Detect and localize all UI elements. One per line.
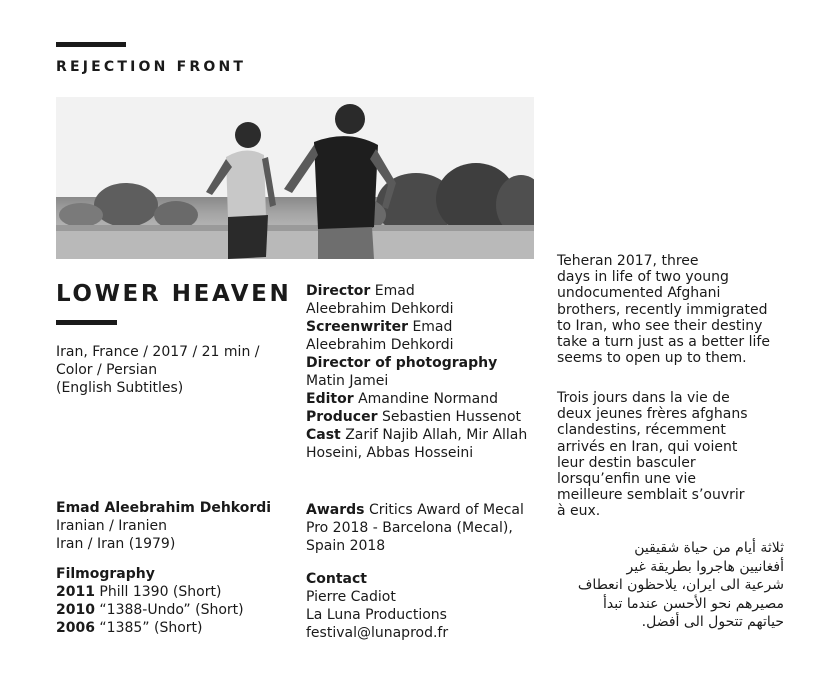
filmography-title: Phill 1390 (Short) [99, 584, 222, 600]
credit-role: Director [306, 283, 371, 299]
filmography-heading: Filmography [56, 566, 155, 582]
filmography-year: 2006 [56, 620, 95, 636]
credit-value-part: Zarif Najib Allah, Mir Allah [345, 427, 528, 443]
section-label: REJECTION FRONT [56, 59, 247, 75]
filmography-year: 2011 [56, 584, 95, 600]
credit-screenwriter [306, 318, 541, 336]
credits-block [306, 282, 541, 462]
synopsis-ar [540, 539, 784, 632]
filmography-title: “1388-Undo” (Short) [99, 602, 244, 618]
director-name: Emad Aleebrahim Dehkordi [56, 500, 272, 516]
title-rule [56, 320, 117, 325]
synopsis-line: شرعية الى ايران، يلاحظون انعطاف [577, 577, 784, 593]
credit-value-part: Emad [412, 319, 453, 335]
filmography-item [56, 583, 244, 601]
credit-dop [306, 354, 541, 372]
credit-role: Cast [306, 427, 341, 443]
contact-email[interactable]: festival@lunaprod.fr [306, 625, 449, 641]
film-info [56, 343, 260, 397]
synopsis-line: leur destin basculer [557, 454, 696, 471]
awards-block [306, 501, 524, 555]
synopsis-line: clandestins, récemment [557, 422, 726, 439]
film-info-line: Color / Persian [56, 362, 158, 378]
synopsis-line: Trois jours dans la vie de [557, 390, 730, 406]
director-bio [56, 499, 271, 553]
credit-role: Director of photography [306, 355, 498, 371]
awards-line: Spain 2018 [306, 538, 386, 554]
credit-value: Sebastien Hussenot [381, 409, 522, 425]
synopsis-line: lorsqu’enfin une vie [557, 471, 696, 488]
credit-screenwriter-cont: Aleebrahim Dehkordi [306, 337, 454, 353]
awards-line: Pro 2018 - Barcelona (Mecal), [306, 520, 513, 536]
synopsis-line: à eux. [557, 503, 601, 520]
film-info-line: Iran, France / 2017 / 21 min / [56, 344, 260, 360]
filmography-item [56, 601, 244, 619]
credit-cast [306, 426, 541, 444]
synopsis-line: days in life of two young [557, 269, 729, 286]
synopsis-line: مصيرهم نحو الأحسن عندما تبدأ [603, 595, 784, 612]
credit-role: Screenwriter [306, 319, 408, 335]
director-bio-line: Iranian / Iranien [56, 518, 168, 534]
synopsis-line: undocumented Afghani [557, 285, 721, 302]
synopsis-line: seems to open up to them. [557, 350, 747, 367]
contact-label: Contact [306, 571, 367, 587]
credit-value-part: Emad [374, 283, 415, 299]
film-still-photo [56, 97, 534, 259]
header-rule [56, 42, 126, 47]
contact-line: Pierre Cadiot [306, 589, 396, 605]
synopsis-line: to Iran, who see their destiny [557, 317, 763, 334]
credit-role: Editor [306, 391, 354, 407]
awards-line: Critics Award of Mecal [368, 502, 524, 518]
synopsis-line: brothers, recently immigrated [557, 301, 768, 318]
credit-value: Matin Jamei [306, 373, 389, 389]
synopsis-en [557, 253, 770, 366]
synopsis-line: Teheran 2017, three [557, 253, 699, 269]
synopsis-line: ثلاثة أيام من حياة شقيقين [634, 540, 784, 556]
synopsis-line: أفغانيين هاجروا بطريقة غير [626, 558, 784, 575]
film-still-illustration [56, 97, 534, 259]
synopsis-line: arrivés en Iran, qui voient [557, 438, 738, 455]
film-title: LOWER HEAVEN [56, 281, 292, 307]
synopsis-line: take a turn just as a better life [557, 334, 770, 351]
credit-role: Producer [306, 409, 378, 425]
director-bio-line: Iran / Iran (1979) [56, 536, 176, 552]
filmography-year: 2010 [56, 602, 95, 618]
credit-value: Amandine Normand [358, 391, 498, 407]
filmography-title: “1385” (Short) [99, 620, 203, 636]
filmography-item [56, 619, 244, 637]
contact-line: La Luna Productions [306, 607, 447, 623]
credit-director [306, 282, 541, 300]
awards-label: Awards [306, 502, 365, 518]
filmography [56, 565, 244, 637]
film-info-line: (English Subtitles) [56, 380, 184, 396]
synopsis-line: حياتهم تتحول الى أفضل. [641, 614, 784, 630]
contact-block [306, 570, 448, 642]
synopsis-fr [557, 390, 748, 520]
synopsis-line: deux jeunes frères afghans [557, 406, 748, 423]
credit-editor [306, 390, 541, 408]
synopsis-line: meilleure semblait s’ouvrir [557, 487, 745, 504]
credit-producer [306, 408, 541, 426]
credit-cast-cont: Hoseini, Abbas Hosseini [306, 445, 474, 461]
credit-director-cont: Aleebrahim Dehkordi [306, 301, 454, 317]
